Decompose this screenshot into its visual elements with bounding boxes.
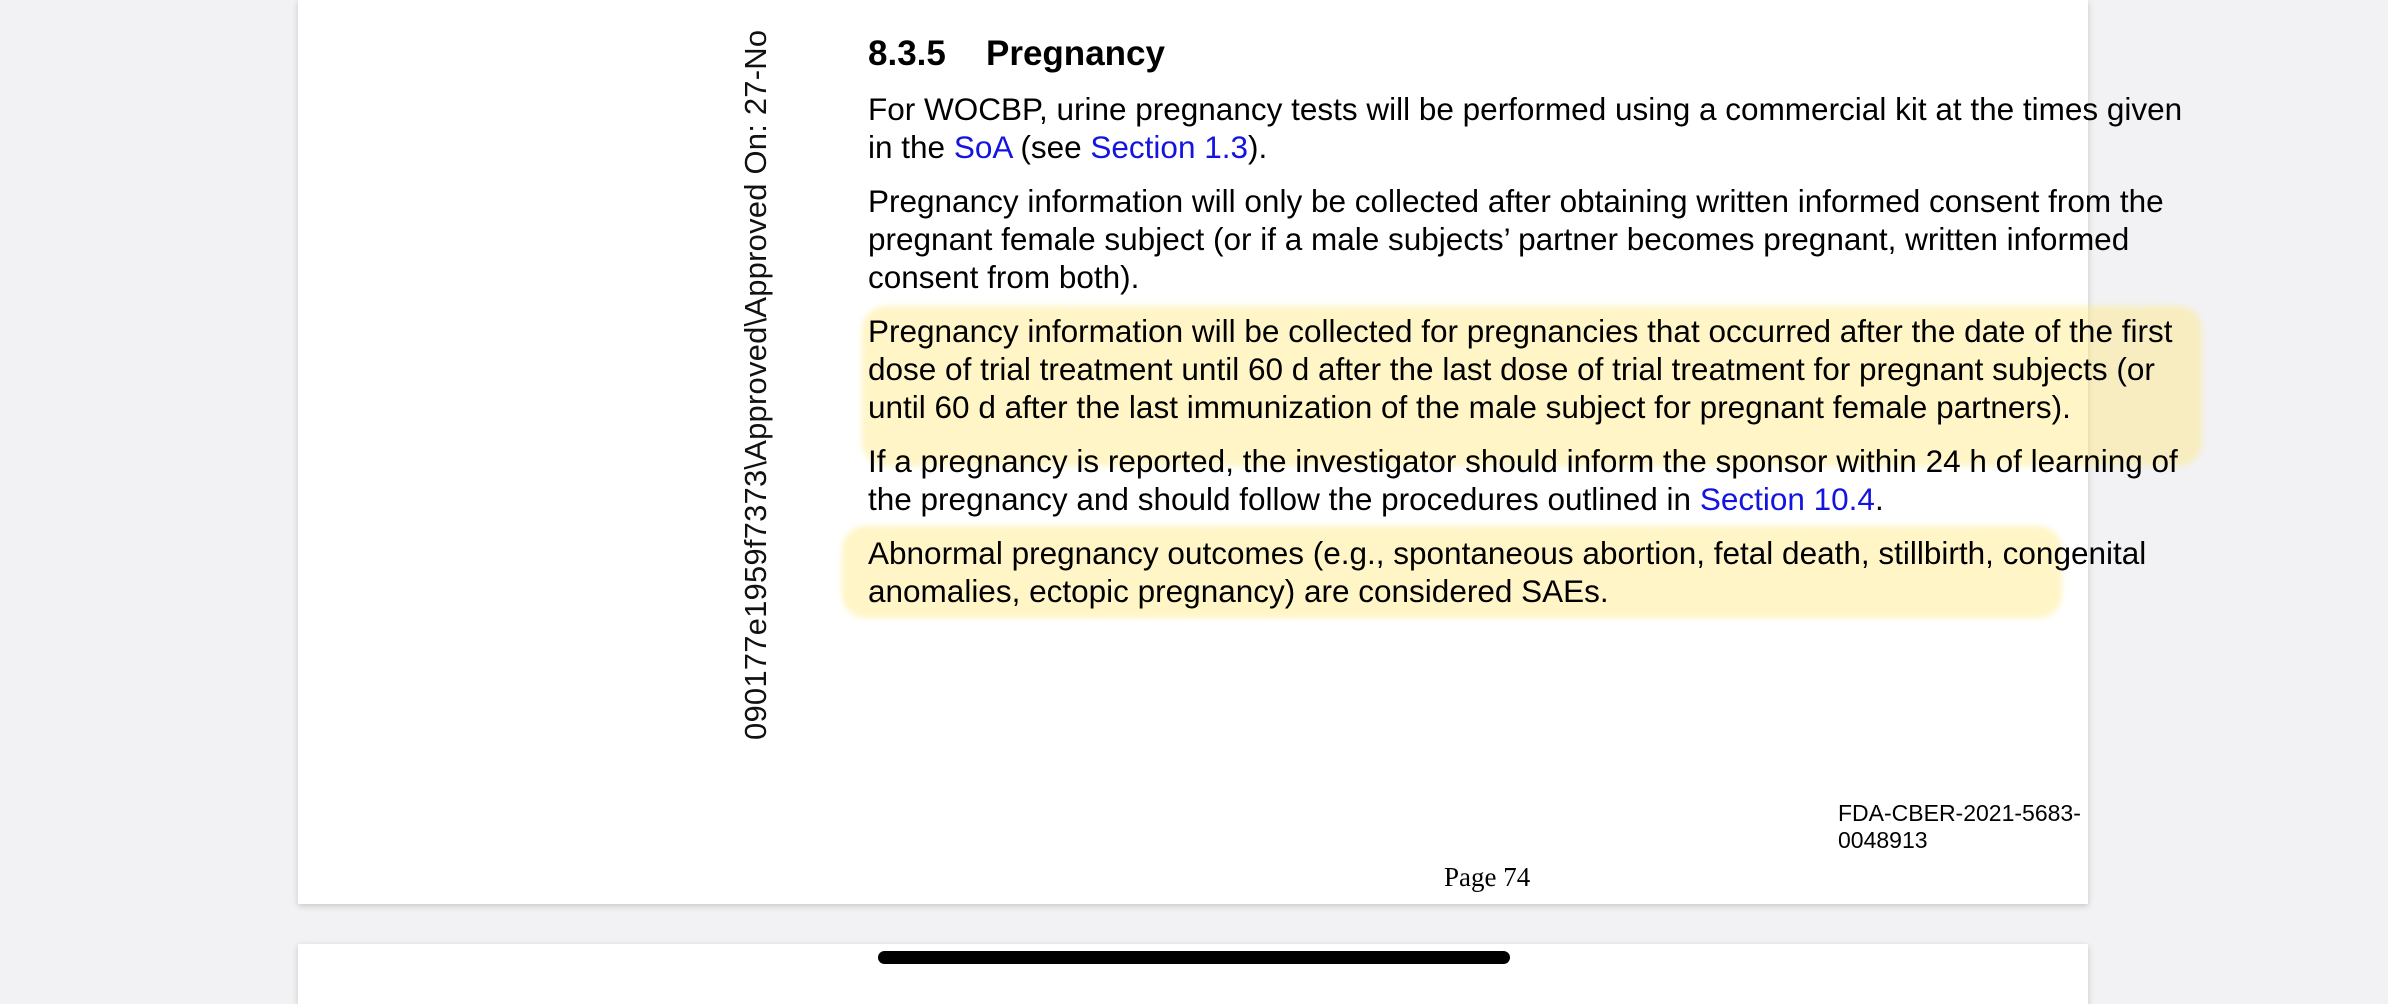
section-1-3-link[interactable]: Section 1.3 [1090, 129, 1249, 165]
paragraph-text: Abnormal pregnancy outcomes (e.g., spontaneous abortion, fetal death, stillbirth, congenital anomalies, ectopic pregnancy) are considered SAEs. [868, 535, 2147, 609]
paragraph-text: Pregnancy information will be collected for pregnancies that occurred after the date of the first dose of trial treatment until 60 d after the last dose of trial treatment for pregnant subjects (or until 60 d after the last immunization of the male subject for pregnant female partners). [868, 313, 2173, 425]
paragraph-collection-period [868, 312, 2188, 426]
paragraph-text: For WOCBP, urine pregnancy tests will be performed using a commercial kit at the times given in the [868, 91, 2183, 165]
section-number: 8.3.5 [868, 34, 946, 73]
paragraph-consent [868, 182, 2188, 296]
paragraph-text: Pregnancy information will only be collected after obtaining written informed consent from the pregnant female subject (or if a male subjects’ partner becomes pregnant, written informed consent from both). [868, 183, 2164, 295]
paragraph-text: ). [1248, 129, 1268, 165]
page-content [868, 30, 2188, 626]
paragraph-text: (see [1011, 129, 1091, 165]
home-indicator[interactable] [878, 951, 1510, 964]
document-page [298, 0, 2183, 904]
paragraph-reporting [868, 442, 2188, 518]
page-number: Page 74 [1444, 862, 1531, 892]
paragraph-pregnancy-tests [868, 90, 2188, 166]
document-id: FDA-CBER-2021-5683-0048913 [1838, 800, 2081, 853]
paragraph-text: If a pregnancy is reported, the investigator should inform the sponsor within 24 h of learning of the pregnancy and should follow the procedures outlined in [868, 443, 2178, 517]
section-title: Pregnancy [986, 34, 1165, 73]
section-heading [868, 30, 2188, 78]
approval-stamp: 090177e1959f7373\Approved\Approved On: 27-No [738, 29, 773, 740]
paragraph-abnormal-outcomes [868, 534, 2188, 610]
section-10-4-link[interactable]: Section 10.4 [1699, 481, 1875, 517]
soa-link[interactable]: SoA [953, 129, 1012, 165]
paragraph-text: . [1874, 481, 1884, 517]
